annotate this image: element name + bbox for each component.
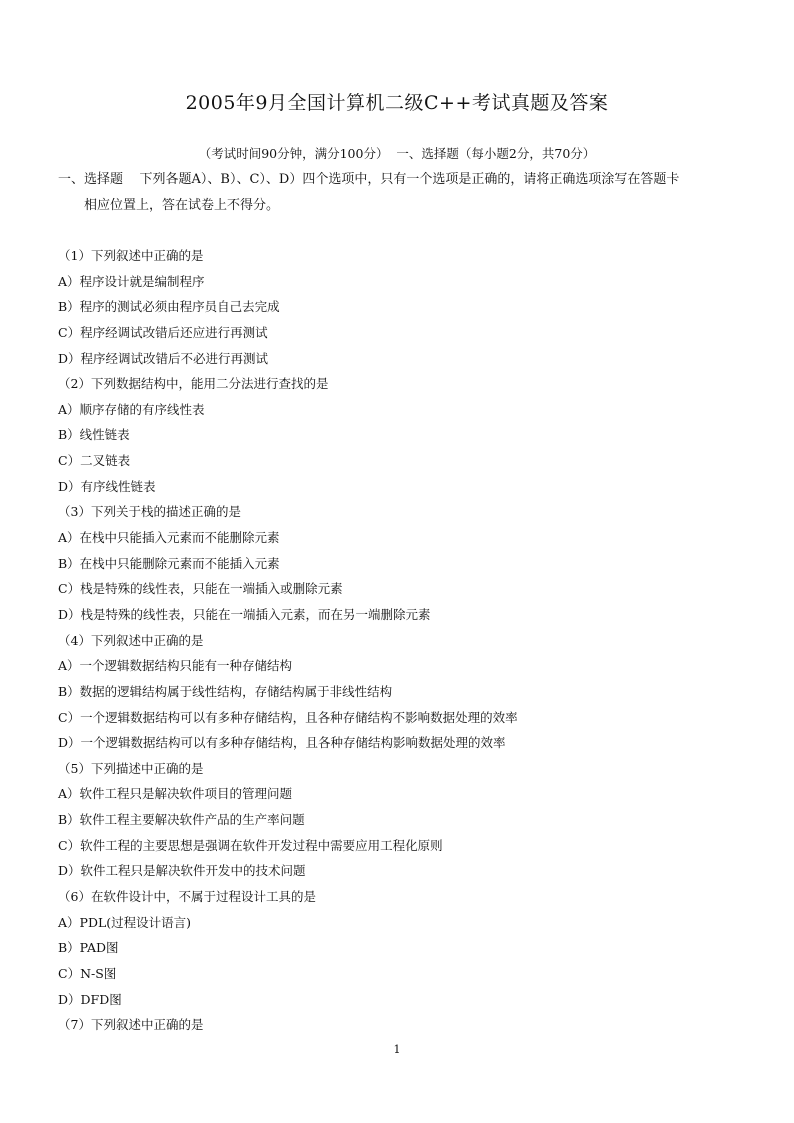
answer-option: C）N-S图: [58, 965, 117, 981]
answer-option: D）DFD图: [58, 991, 122, 1007]
answer-option: A）一个逻辑数据结构只能有一种存储结构: [58, 658, 293, 674]
answer-option: D）有序线性链表: [58, 478, 156, 494]
answer-option: B）软件工程主要解决软件产品的生产率问题: [58, 812, 305, 828]
answer-option: D）栈是特殊的线性表，只能在一端插入元素，而在另一端删除元素: [58, 606, 431, 622]
answer-option: C）软件工程的主要思想是强调在软件开发过程中需要应用工程化原则: [58, 837, 443, 853]
answer-option: A）PDL(过程设计语言): [58, 914, 192, 930]
question-stem: （6）在软件设计中，不属于过程设计工具的是: [58, 889, 316, 905]
answer-option: A）程序设计就是编制程序: [58, 273, 205, 289]
answer-option: C）二叉链表: [58, 453, 131, 469]
answer-option: B）数据的逻辑结构属于线性结构，存储结构属于非线性结构: [58, 683, 393, 699]
question-stem: （3）下列关于栈的描述正确的是: [58, 504, 241, 520]
question-list: [58, 243, 748, 1038]
answer-option: B）程序的测试必须由程序员自己去完成: [58, 299, 280, 315]
question-stem: （5）下列描述中正确的是: [58, 760, 204, 776]
question-block: [58, 243, 748, 371]
question-block: [58, 628, 748, 756]
question-block: [58, 371, 748, 499]
question-block: [58, 884, 748, 1012]
instruction-line-1: 一、选择题 下列各题A）、B）、C）、D）四个选项中，只有一个选项是正确的，请将正确选项涂写在答题卡: [58, 172, 680, 187]
exam-subtitle: （考试时间90分钟，满分100分） 一、选择题（每小题2分，共70分）: [198, 146, 596, 161]
answer-option: B）线性链表: [58, 427, 130, 443]
answer-option: D）一个逻辑数据结构可以有多种存储结构，且各种存储结构影响数据处理的效率: [58, 735, 506, 751]
answer-option: A）软件工程只是解决软件项目的管理问题: [58, 786, 293, 802]
question-block: [58, 499, 748, 627]
question-block: [58, 1012, 748, 1038]
answer-option: A）在栈中只能插入元素而不能删除元素: [58, 530, 280, 546]
question-stem: （2）下列数据结构中，能用二分法进行查找的是: [58, 376, 329, 392]
document-title: 2005年9月全国计算机二级C++考试真题及答案: [185, 92, 609, 114]
question-stem: （7）下列叙述中正确的是: [58, 1017, 204, 1033]
section-instruction: [58, 167, 748, 219]
answer-option: C）程序经调试改错后还应进行再测试: [58, 324, 268, 340]
answer-option: D）程序经调试改错后不必进行再测试: [58, 350, 269, 366]
instruction-line-2: 相应位置上，答在试卷上不得分。: [84, 198, 280, 213]
page-number: 1: [393, 1043, 401, 1056]
answer-option: D）软件工程只是解决软件开发中的技术问题: [58, 863, 306, 879]
answer-option: C）栈是特殊的线性表，只能在一端插入或删除元素: [58, 581, 343, 597]
answer-option: B）PAD图: [58, 940, 119, 956]
question-stem: （4）下列叙述中正确的是: [58, 632, 204, 648]
answer-option: A）顺序存储的有序线性表: [58, 401, 205, 417]
answer-option: C）一个逻辑数据结构可以有多种存储结构，且各种存储结构不影响数据处理的效率: [58, 709, 518, 725]
answer-option: B）在栈中只能删除元素而不能插入元素: [58, 555, 280, 571]
question-block: [58, 756, 748, 884]
question-stem: （1）下列叙述中正确的是: [58, 248, 204, 263]
